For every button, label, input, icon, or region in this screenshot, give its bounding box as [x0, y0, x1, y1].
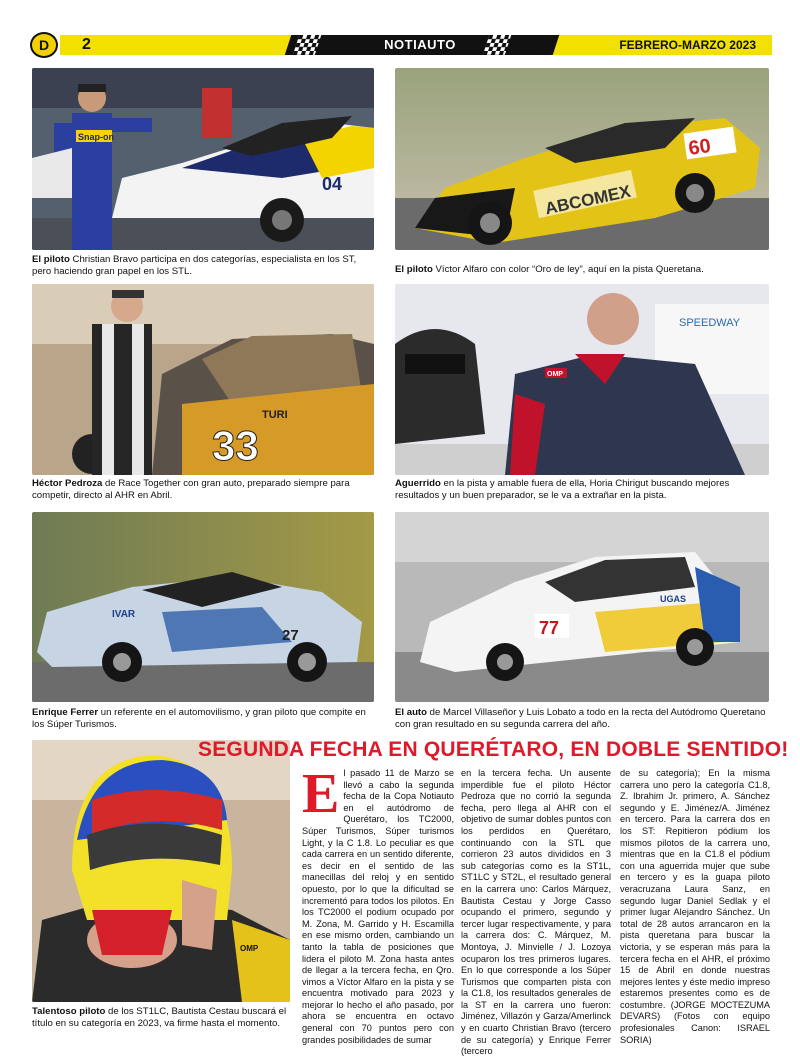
photo-christian-bravo — [32, 68, 374, 250]
car-number: 27 — [282, 627, 299, 644]
caption-cestau — [32, 1006, 294, 1030]
caption-lead: El auto — [395, 707, 427, 718]
page-header — [30, 32, 772, 58]
issue-date: FEBRERO-MARZO 2023 — [619, 38, 756, 52]
article-column-1 — [302, 763, 454, 1046]
caption-lead: El piloto — [32, 254, 70, 265]
caption-text: de Race Together con gran auto, preparado siempre para competir, directo al AHR en Abril. — [32, 478, 350, 501]
caption-text: de Marcel Villaseñor y Luis Lobato a todo en la recta del Autódromo Queretano con gran resultado en su segunda carrera del año. — [395, 707, 766, 730]
car-number: 33 — [212, 422, 259, 469]
caption-text: Víctor Alfaro con color “Oro de ley”, aquí en la pista Queretana. — [432, 264, 704, 275]
photo-bautista-cestau — [32, 740, 290, 1002]
caption-text: un referente en el automovilismo, y gran piloto que compite en los Súper Turismos. — [32, 707, 366, 730]
article-text: en la tercera fecha. Un ausente imperdible fue el piloto Héctor Pedroza que no corrió la segunda fecha, pero llega al AHR con el objetivo de sumar dobles puntos con los perdidos en Querétaro, continuando con la STL que corrieron 23 autos divididos en 3 sub categorías como es la ST1L, ST1LC y ST2L, el resultado general en la carrera uno: Carlos Márquez, Bautista Cestau y Jorge Casso ocupando el primero, segundo y tercer lugar respectivamente, y para la carrera dos: C. Márquez, M. Montoya, J. Minvielle / J. Lozoya ocuparon los tres primeros lugares. En lo que corresponde a los Súper Turismos que comparten pista con la C1.8, los resultados generales de la ST en la carrera uno fueron: Jiménez, Villazón y Garza/Amerlinck y en cuarto Christian Bravo (tercero de su categoría) y Enrique Ferrer (tercero — [461, 768, 611, 1057]
caption-ferrer — [32, 707, 374, 731]
caption-text: en la pista y amable fuera de ella, Horia Chirigut buscando mejores resultados y un buen preparador, se le va a extrañar en la pista. — [395, 478, 730, 501]
car-number: 04 — [322, 174, 343, 194]
caption-text: Christian Bravo participa en dos categorías, especialista en los ST, pero haciendo gran papel en los STL. — [32, 254, 357, 277]
caption-lead: Enrique Ferrer — [32, 707, 99, 718]
sponsor-text: OMP — [240, 944, 259, 953]
photo-marcel-villasenor — [395, 512, 769, 702]
caption-chirigut — [395, 478, 769, 502]
car-number: 60 — [687, 135, 713, 160]
svg-text:SPEEDWAY: SPEEDWAY — [679, 317, 741, 329]
sponsor-text: Snap-on — [78, 132, 114, 142]
caption-lead: Talentoso piloto — [32, 1006, 106, 1017]
sponsor-text: OMP — [547, 371, 563, 378]
car-number: 77 — [539, 618, 560, 638]
caption-pedroza — [32, 478, 374, 502]
caption-lead: El piloto — [395, 264, 433, 275]
page-number: 2 — [82, 36, 91, 53]
sponsor-text: IVAR — [112, 609, 136, 620]
caption-bravo — [32, 254, 374, 278]
sponsor-text: TURI — [262, 409, 288, 421]
photo-victor-alfaro — [395, 68, 769, 250]
article-headline: SEGUNDA FECHA EN QUERÉTARO, EN DOBLE SENTIDO! — [198, 738, 789, 761]
caption-lead: Aguerrido — [395, 478, 441, 489]
photo-hector-pedroza — [32, 284, 374, 475]
photo-enrique-ferrer — [32, 512, 374, 702]
article-text: l pasado 11 de Marzo se llevó a cabo la segunda fecha de la Copa Notiauto en el autódromo de Querétaro, los TC2000, Súper Turismos, Súper turismos Light, y la C 1.8. Lo peculiar es que cada carrera en un sentido diferente, es decir en el sentido de las manecillas del reloj y en sentido opuesto, por lo que la dificultad se incrementó para todos los pilotos. En los TC2000 el podium ocupado por M. Zona, M. Garrido y H. Escamilla en ese mismo orden, cambiando un tanto la tabla de posiciones que lidera el piloto M. Zona hasta antes de llegar a la tercera fecha, en Qro. vimos a Víctor Alfaro en la pista y se encuentra motivado para 2023 y mejorar lo hecho el año pasado, por ahora se encuentra en octavo general con 70 puntos pero con grandes posibilidades de sumar — [302, 768, 454, 1045]
article-column-2 — [461, 768, 611, 1058]
sponsor-text: UGAS — [660, 594, 687, 604]
caption-text: de los ST1LC, Bautista Cestau buscará el título en su categoría en 2023, va firme hasta el momento. — [32, 1006, 287, 1029]
drop-cap: E — [302, 763, 340, 825]
logo-letter: D — [38, 37, 50, 53]
sponsor-text: ABCOMEX — [543, 181, 633, 219]
article-text: de su categoría); En la misma carrera uno pero la categoría C1.8, Z. Ibrahim Jr. primero, A. Sánchez segundo y E. Jiménez/A. Jiménez en tercero. Para la carrera dos en los ST: Repitieron pódium los mismos pilotos de la carrera uno, mientras que en la C1.8 el pódium con una aguerrida mujer que sube en tercero y es la guapa piloto veracruzana Laura Sanz, en segundo lugar Daniel Sedlak y el primer lugar Alejandro Sánchez. Un total de 28 autos arrancaron en la pista queretana para buscar la victoria, y se esperan más para la tercera fecha en el AHR, el próximo 15 de Abril en donde nuestras mejores lentes y éste medio impreso estaremos presentes como es de costumbre. (JORGE MOCTEZUMA DEVARS) (Fotos con equipo profesionales Canon: ISRAEL SORIA) — [620, 768, 770, 1045]
caption-alfaro — [395, 264, 769, 276]
caption-lead: Héctor Pedroza — [32, 478, 103, 489]
article-column-3 — [620, 768, 770, 1046]
photo-horia-chirigut — [395, 284, 769, 475]
section-title: NOTIAUTO — [384, 37, 456, 52]
magazine-logo — [30, 32, 58, 58]
caption-villasenor — [395, 707, 769, 731]
